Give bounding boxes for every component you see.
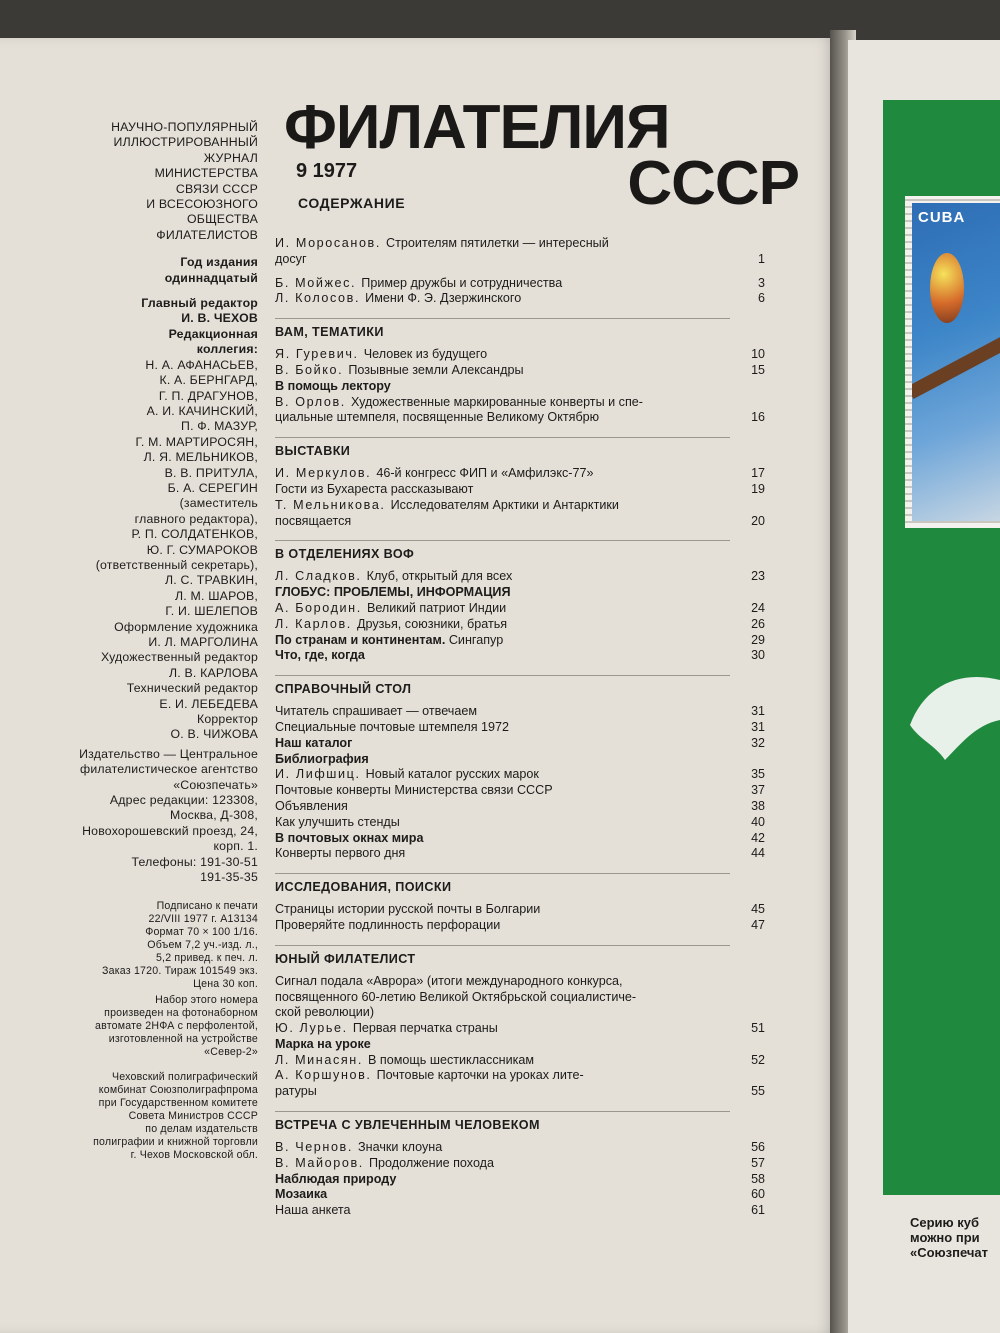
year-value: одиннадцатый [164, 270, 258, 285]
toc-page-number: 15 [751, 362, 765, 377]
print-info-line: Заказ 1720. Тираж 101549 экз. [102, 964, 258, 977]
toc-entry [275, 1053, 765, 1069]
toc-entry-text: Почтовые конверты Министерства связи СССР [275, 783, 553, 798]
toc-page-number: 58 [751, 1171, 765, 1186]
toc-page-number: 47 [751, 917, 765, 932]
toc-entry [275, 720, 765, 736]
toc-page-number: 38 [751, 798, 765, 813]
toc-entry-text: Как улучшить стенды [275, 814, 400, 829]
toc-page-number: 17 [751, 466, 765, 481]
toc-author: Л. Минасян. [275, 1052, 369, 1067]
toc-entry [275, 482, 765, 498]
publisher-line: Москва, Д-308, [170, 808, 258, 823]
print-info-line: Объем 7,2 уч.-изд. л., [147, 938, 258, 951]
cuba-stamp-image [905, 196, 1000, 528]
board-member: Ю. Г. СУМАРОКОВ [146, 542, 258, 557]
staff-line: Художественный редактор [100, 650, 258, 665]
toc-page-number: 20 [751, 513, 765, 528]
toc-author: Л. Сладков. [275, 569, 367, 584]
toc-subheading: По странам и континентам. [275, 632, 449, 647]
staff-line: Корректор [196, 712, 258, 727]
intro-line: И ВСЕСОЮЗНОГО [146, 197, 258, 212]
toc-page-number: 3 [758, 275, 765, 290]
staff-line: Л. В. КАРЛОВА [168, 665, 258, 680]
toc-entry-text: досуг [275, 251, 307, 266]
table-of-contents [275, 236, 765, 1219]
toc-subheading: В почтовых окнах мира [275, 830, 424, 845]
intro-line: ОБЩЕСТВА [187, 212, 258, 227]
toc-subheading: Наш каталог [275, 735, 353, 750]
toc-page-number: 10 [751, 347, 765, 362]
toc-page-number: 45 [751, 902, 765, 917]
issue-number: 9 1977 [296, 160, 358, 182]
print-info-line: Цена 30 коп. [193, 977, 258, 990]
toc-entry [275, 831, 765, 847]
board-member: Г. П. ДРАГУНОВ, [158, 388, 258, 403]
toc-page-number: 56 [751, 1140, 765, 1155]
toc-page-number: 16 [751, 410, 765, 425]
toc-entry [275, 1172, 765, 1188]
toc-entry-text: В. Майоров. Продолжение похода [275, 1155, 495, 1170]
printer-info-line: комбинат Союзполиграфпрома [98, 1083, 258, 1096]
toc-entry-text: Страницы истории русской почты в Болгарии [275, 902, 541, 917]
toc-entry [275, 379, 765, 395]
toc-subheading: ГЛОБУС: ПРОБЛЕМЫ, ИНФОРМАЦИЯ [275, 585, 511, 600]
toc-entry-text: И. Лифшиц. Новый каталог русских марок [275, 767, 539, 782]
toc-page-number: 44 [751, 846, 765, 861]
board-member: А. И. КАЧИНСКИЙ, [146, 403, 258, 418]
toc-author: В. Чернов. [275, 1140, 359, 1155]
print-info-line: Формат 70 × 100 1/16. [145, 925, 258, 938]
toc-entry-text: ской революции) [275, 1005, 375, 1020]
toc-entry [275, 767, 765, 783]
toc-entry-text: Наша анкета [275, 1203, 351, 1218]
toc-entry [275, 704, 765, 720]
publisher-line: Телефоны: 191-30-51 [131, 854, 258, 869]
board-member: Л. С. ТРАВКИН, [164, 573, 258, 588]
toc-page-number: 31 [751, 704, 765, 719]
toc-author: Я. Гуревич. [275, 347, 364, 362]
board-label: Редакционная [168, 326, 258, 341]
toc-entry [275, 601, 765, 617]
toc-entry [275, 363, 765, 379]
staff-line: Оформление художника [114, 619, 258, 634]
board-member: (заместитель [179, 496, 258, 511]
board-member: Г. И. ШЕЛЕПОВ [165, 604, 258, 619]
toc-page-number: 42 [751, 830, 765, 845]
toc-entry [275, 846, 765, 862]
toc-entry [275, 498, 765, 530]
intro-line: ФИЛАТЕЛИСТОВ [156, 227, 258, 242]
masthead-column [18, 120, 258, 1162]
toc-author: И. Меркулов. [275, 466, 377, 481]
chief-editor-label: Главный редактор [141, 296, 258, 311]
publisher-line: Новохорошевский проезд, 24, [82, 823, 258, 838]
typeset-info-line: «Север-2» [204, 1045, 258, 1058]
toc-entry-text: Сигнал подала «Аврора» (итоги международного конкурса, [275, 973, 623, 988]
toc-entry [275, 1037, 765, 1053]
board-member: Б. А. СЕРЕГИН [167, 480, 258, 495]
staff-line: И. Л. МАРГОЛИНА [148, 635, 258, 649]
toc-author: В. Орлов. [275, 394, 351, 409]
toc-page-number: 35 [751, 767, 765, 782]
toc-entry [275, 276, 765, 292]
toc-author: В. Майоров. [275, 1155, 369, 1170]
title-line-2: СССР [627, 149, 799, 218]
toc-page-number: 30 [751, 648, 765, 663]
toc-entry-text: И. Меркулов. 46-й конгресс ФИП и «Амфилэкс-77» [275, 466, 594, 481]
toc-entry-text: циальные штемпеля, посвященные Великому Октябрю [275, 410, 600, 425]
intro-line: МИНИСТЕРСТВА [154, 166, 258, 181]
print-info-line: 5,2 привед. к печ. л. [155, 951, 258, 964]
toc-page-number: 40 [751, 814, 765, 829]
toc-entry-text: Ю. Лурье. Первая перчатка страны [275, 1021, 498, 1036]
chief-editor-name: И. В. ЧЕХОВ [181, 311, 258, 326]
toc-entry [275, 1021, 765, 1037]
toc-author: А. Бородин. [275, 600, 367, 615]
toc-subheading: Что, где, когда [275, 648, 365, 663]
toc-entry-text: А. Бородин. Великий патриот Индии [275, 600, 507, 615]
toc-page-number: 55 [751, 1084, 765, 1099]
toc-entry [275, 736, 765, 752]
toc-entry [275, 236, 765, 268]
toc-section-heading: ИССЛЕДОВАНИЯ, ПОИСКИ [275, 873, 730, 894]
toc-page-number: 26 [751, 616, 765, 631]
toc-page-number: 37 [751, 783, 765, 798]
toc-section-heading: ЮНЫЙ ФИЛАТЕЛИСТ [275, 945, 730, 966]
year-label: Год издания [180, 255, 258, 270]
typeset-info-line: произведен на фотонаборном [104, 1006, 258, 1019]
toc-page-number: 52 [751, 1052, 765, 1067]
board-member: Р. П. СОЛДАТЕНКОВ, [131, 527, 258, 542]
toc-page-number: 1 [758, 251, 765, 266]
toc-entry [275, 466, 765, 482]
toc-section-heading: В ОТДЕЛЕНИЯХ ВОФ [275, 540, 730, 561]
toc-entry [275, 1140, 765, 1156]
toc-subheading: Мозаика [275, 1187, 328, 1202]
toc-subheading: В помощь лектору [275, 378, 391, 393]
toc-page-number: 23 [751, 569, 765, 584]
publisher-line: Издательство — Центральное [79, 746, 258, 761]
printer-info-line: Чеховский полиграфический [112, 1070, 258, 1083]
board-member: главного редактора), [134, 511, 258, 526]
publisher-line: «Союзпечать» [173, 777, 258, 792]
board-member: (ответственный секретарь), [95, 557, 258, 572]
printer-info-line: по делам издательств [145, 1122, 258, 1135]
board-member: Г. М. МАРТИРОСЯН, [135, 434, 258, 449]
toc-entry-text: ратуры [275, 1084, 317, 1099]
contents-heading: СОДЕРЖАНИЕ [298, 195, 406, 211]
toc-page-number: 24 [751, 600, 765, 615]
typeset-info-line: Набор этого номера [155, 993, 258, 1006]
toc-entry-text: Гости из Бухареста рассказывают [275, 481, 474, 496]
board-label: коллегия: [196, 342, 258, 357]
toc-page-number: 57 [751, 1155, 765, 1170]
toc-entry [275, 395, 765, 427]
staff-line: Е. И. ЛЕБЕДЕВА [159, 696, 258, 711]
toc-author: И. Моросанов. [275, 236, 387, 250]
toc-subheading: Наблюдая природу [275, 1171, 397, 1186]
toc-subheading: Библиография [275, 751, 369, 766]
toc-page-number: 29 [751, 632, 765, 647]
caption-line: Серию куб [910, 1215, 980, 1230]
publisher-line: Адрес редакции: 123308, [109, 793, 258, 808]
toc-page-number: 19 [751, 481, 765, 496]
toc-entry [275, 585, 765, 601]
board-member: В. В. ПРИТУЛА, [164, 465, 258, 480]
toc-page-number: 31 [751, 719, 765, 734]
printer-info-line: Совета Министров СССР [128, 1109, 258, 1122]
toc-entry-text: По странам и континентам. Сингапур [275, 632, 504, 647]
toc-entry [275, 799, 765, 815]
toc-page-number: 51 [751, 1021, 765, 1036]
toc-section-heading: ВСТРЕЧА С УВЛЕЧЕННЫМ ЧЕЛОВЕКОМ [275, 1111, 730, 1132]
toc-author: Л. Колосов. [275, 291, 366, 306]
publisher-line: корп. 1. [213, 839, 258, 854]
caption-line: можно при [910, 1230, 980, 1245]
toc-entry-text: В. Чернов. Значки клоуна [275, 1140, 443, 1155]
toc-entry [275, 347, 765, 363]
toc-entry-text: Я. Гуревич. Человек из будущего [275, 347, 488, 362]
staff-line: Технический редактор [126, 681, 258, 696]
toc-entry [275, 974, 765, 1021]
toc-entry [275, 783, 765, 799]
toc-section-heading: ВЫСТАВКИ [275, 437, 730, 458]
toc-page-number: 6 [758, 291, 765, 306]
toc-entry [275, 617, 765, 633]
printer-info-line: полиграфии и книжной торговли [93, 1135, 258, 1148]
board-member: Л. М. ШАРОВ, [175, 588, 258, 603]
printer-info-line: при Государственном комитете [98, 1096, 258, 1109]
intro-line: ИЛЛЮСТРИРОВАННЫЙ [113, 135, 258, 150]
toc-entry [275, 1068, 765, 1100]
toc-entry-text: Л. Минасян. В помощь шестиклассникам [275, 1052, 535, 1067]
toc-entry-text: Л. Карлов. Друзья, союзники, братья [275, 616, 508, 631]
print-info-line: Подписано к печати [156, 899, 258, 912]
board-member: Л. Я. МЕЛЬНИКОВ, [143, 450, 258, 465]
toc-entry-text: Б. Мойжес. Пример дружбы и сотрудничества [275, 275, 563, 290]
publisher-line: 191-35-35 [200, 870, 258, 885]
toc-entry-text: Специальные почтовые штемпеля 1972 [275, 719, 510, 734]
toc-page-number: 60 [751, 1187, 765, 1202]
toc-entry-text: посвящается [275, 513, 352, 528]
toc-author: Л. Карлов. [275, 616, 357, 631]
board-member: П. Ф. МАЗУР, [181, 419, 258, 434]
toc-entry-text: Объявления [275, 798, 348, 813]
toc-entry-text: Конверты первого дня [275, 846, 406, 861]
toc-entry [275, 1156, 765, 1172]
typeset-info-line: изготовленной на устройстве [108, 1032, 258, 1045]
toc-entry-text: А. Коршунов. Почтовые карточки на уроках лите- [275, 1068, 584, 1083]
toc-entry-text: посвященного 60-летию Великой Октябрьской социалистиче- [275, 989, 637, 1004]
print-info-line: 22/VIII 1977 г. А13134 [148, 912, 258, 925]
toc-entry-text: Л. Сладков. Клуб, открытый для всех [275, 569, 513, 584]
toc-entry [275, 918, 765, 934]
board-member: К. А. БЕРНГАРД, [159, 373, 258, 388]
board-member: Н. А. АФАНАСЬЕВ, [145, 357, 258, 372]
toc-entry [275, 569, 765, 585]
toc-section-heading: СПРАВОЧНЫЙ СТОЛ [275, 675, 730, 696]
facing-caption [910, 1215, 988, 1260]
toc-entry [275, 1187, 765, 1203]
toc-subheading: Марка на уроке [275, 1036, 371, 1051]
typeset-info-line: автомате 2НФА с перфолентой, [95, 1019, 258, 1032]
toc-author: И. Лифшиц. [275, 767, 366, 782]
staff-line: О. В. ЧИЖОВА [170, 727, 258, 742]
toc-entry [275, 291, 765, 307]
toc-entry-text: Т. Мельникова. Исследователям Арктики и Антарктики [275, 497, 619, 512]
toc-entry [275, 1203, 765, 1219]
stamp-country: CUBA [918, 209, 966, 226]
intro-line: СВЯЗИ СССР [175, 181, 258, 196]
toc-author: В. Бойко. [275, 362, 349, 377]
toc-author: Т. Мельникова. [275, 497, 391, 512]
toc-author: Б. Мойжес. [275, 275, 362, 290]
printer-info-line: г. Чехов Московской обл. [130, 1148, 258, 1161]
toc-entry [275, 633, 765, 649]
toc-entry-text: В. Бойко. Позывные земли Александры [275, 362, 524, 377]
toc-page-number: 32 [751, 735, 765, 750]
toc-author: Ю. Лурье. [275, 1021, 353, 1036]
intro-line: ЖУРНАЛ [203, 150, 258, 165]
toc-entry [275, 815, 765, 831]
title-line-1: ФИЛАТЕЛИЯ [284, 93, 670, 162]
toc-entry-text: В. Орлов. Художественные маркированные конверты и спе- [275, 394, 643, 409]
toc-entry-text: Проверяйте подлинность перфорации [275, 917, 501, 932]
toc-page-number: 61 [751, 1203, 765, 1218]
toc-author: А. Коршунов. [275, 1068, 377, 1083]
toc-entry [275, 902, 765, 918]
publisher-line: филателистическое агентство [80, 762, 258, 777]
intro-line: НАУЧНО-ПОПУЛЯРНЫЙ [111, 120, 258, 134]
caption-line: «Союзпечат [910, 1245, 989, 1260]
white-bird-illustration [905, 665, 1000, 765]
toc-entry-text: Л. Колосов. Имени Ф. Э. Дзержинского [275, 291, 522, 306]
toc-entry [275, 752, 765, 768]
toc-entry [275, 648, 765, 664]
toc-section-heading: ВАМ, ТЕМАТИКИ [275, 318, 730, 339]
toc-entry-text: Читатель спрашивает — отвечаем [275, 704, 478, 719]
toc-entry-text: И. Моросанов. Строителям пятилетки — интересный [275, 236, 609, 250]
